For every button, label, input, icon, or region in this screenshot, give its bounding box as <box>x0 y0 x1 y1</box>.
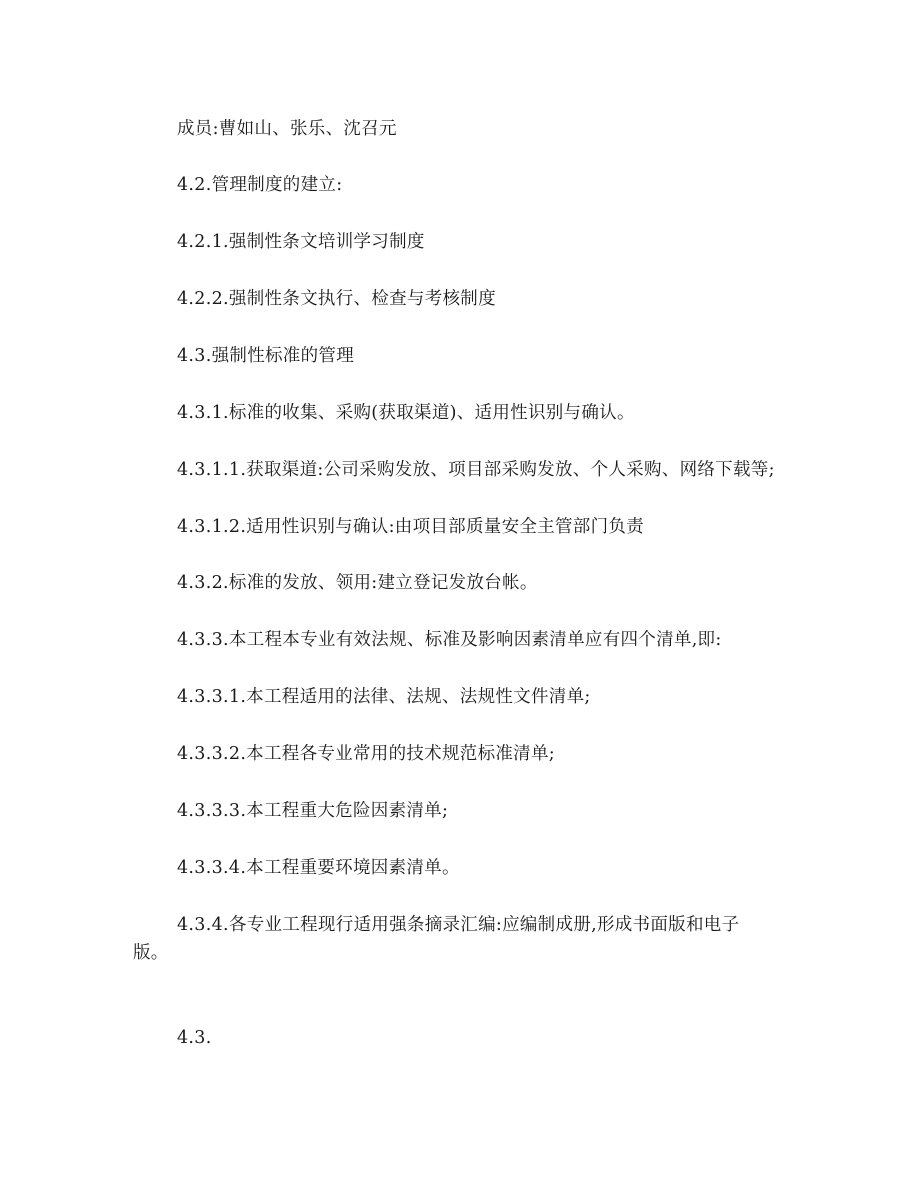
heading-4-3: 4.3.强制性标准的管理 <box>177 346 354 366</box>
item-4-3-2: 4.3.2.标准的发放、领用:建立登记发放台帐。 <box>177 573 538 593</box>
item-4-2-2: 4.2.2.强制性条文执行、检查与考核制度 <box>177 289 496 309</box>
paragraph-members: 成员:曹如山、张乐、沈召元 <box>177 119 397 139</box>
item-4-3-1-1: 4.3.1.1.获取渠道:公司采购发放、项目部采购发放、个人采购、网络下载等; <box>177 460 775 480</box>
item-4-3-3-4: 4.3.3.4.本工程重要环境因素清单。 <box>177 858 460 878</box>
item-4-3-3: 4.3.3.本工程本专业有效法规、标准及影响因素清单应有四个清单,即: <box>177 630 722 650</box>
item-4-3-3-1: 4.3.3.1.本工程适用的法律、法规、法规性文件清单; <box>177 687 591 707</box>
heading-4-2: 4.2.管理制度的建立: <box>177 175 343 195</box>
item-4-3-3-2: 4.3.3.2.本工程各专业常用的技术规范标准清单; <box>177 744 555 764</box>
item-4-3-4-continuation: 版。 <box>133 943 169 963</box>
item-4-2-1: 4.2.1.强制性条文培训学习制度 <box>177 232 425 252</box>
item-4-3-1-2: 4.3.1.2.适用性识别与确认:由项目部质量安全主管部门负责 <box>177 517 644 537</box>
item-4-3-4: 4.3.4.各专业工程现行适用强条摘录汇编:应编制成册,形成书面版和电子 <box>177 915 740 935</box>
item-4-3-trailing: 4.3. <box>177 1028 212 1048</box>
item-4-3-1: 4.3.1.标准的收集、采购(获取渠道)、适用性识别与确认。 <box>177 403 635 423</box>
item-4-3-3-3: 4.3.3.3.本工程重大危险因素清单; <box>177 801 449 821</box>
